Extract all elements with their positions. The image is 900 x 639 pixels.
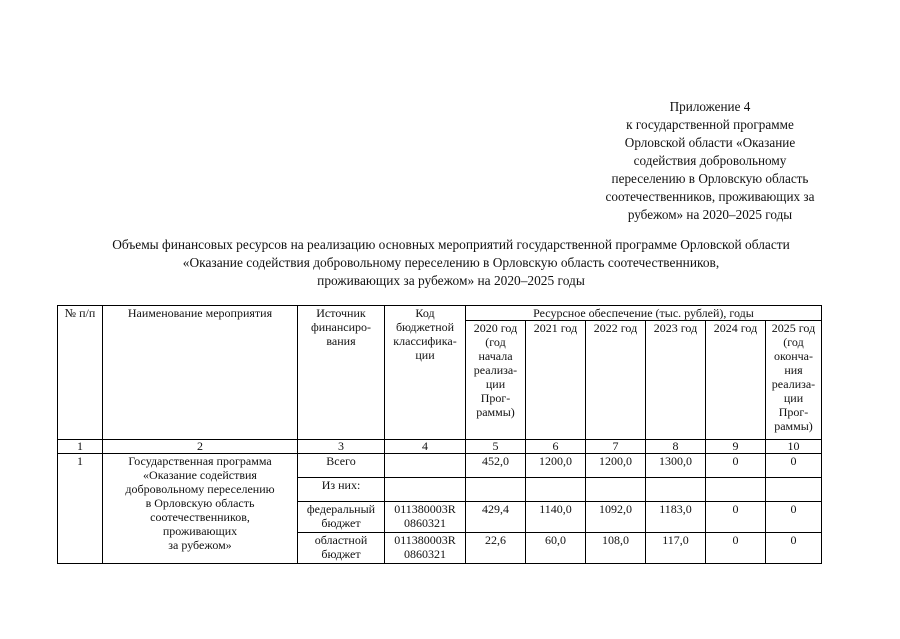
value-cell: 60,0 <box>526 533 586 564</box>
document-title <box>40 236 862 290</box>
code-cell <box>385 454 466 478</box>
header-code-line: классифика- <box>393 334 457 348</box>
header-num: № п/п <box>58 306 103 440</box>
code-line: 0860321 <box>404 547 446 561</box>
column-number: 5 <box>466 440 526 454</box>
appendix-line: переселению в Орловскую область <box>611 171 809 186</box>
code-cell <box>385 533 466 564</box>
column-number: 4 <box>385 440 466 454</box>
source-line: федеральный <box>306 502 376 516</box>
header-2025-line: (год <box>783 335 804 349</box>
value-cell <box>586 478 646 502</box>
code-line: 0860321 <box>404 516 446 530</box>
value-cell: 1092,0 <box>586 502 646 533</box>
column-number: 2 <box>103 440 298 454</box>
title-line: Объемы финансовых ресурсов на реализацию основных мероприятий государственной программе Орловской области <box>112 237 790 252</box>
column-number: 3 <box>298 440 385 454</box>
value-cell: 452,0 <box>466 454 526 478</box>
value-cell: 1140,0 <box>526 502 586 533</box>
row-name-line: добровольному переселению <box>125 482 275 496</box>
source-cell <box>298 502 385 533</box>
column-number: 7 <box>586 440 646 454</box>
header-source <box>298 306 385 440</box>
row-number: 1 <box>58 454 103 564</box>
header-2020-line: раммы) <box>476 405 515 419</box>
row-name-line: в Орловскую область <box>145 496 255 510</box>
value-cell: 117,0 <box>646 533 706 564</box>
header-2025-line: ции <box>783 391 804 405</box>
header-2020-line: реализа- <box>473 363 518 377</box>
header-2025-line: раммы) <box>774 419 813 433</box>
header-source-line: финансиро- <box>310 320 372 334</box>
row-name-line: проживающих <box>162 524 238 538</box>
value-cell: 0 <box>766 533 822 564</box>
row-name <box>103 454 298 564</box>
value-cell: 0 <box>706 533 766 564</box>
value-cell <box>646 478 706 502</box>
code-line: 011380003R <box>394 502 456 516</box>
header-2020-line: Прог- <box>480 391 511 405</box>
appendix-line: рубежом» на 2020–2025 годы <box>627 207 793 222</box>
appendix-line: содействия добровольному <box>633 153 787 168</box>
value-cell: 0 <box>706 502 766 533</box>
value-cell: 0 <box>706 454 766 478</box>
value-cell <box>766 478 822 502</box>
value-cell: 1183,0 <box>646 502 706 533</box>
header-2020-line: ции <box>485 377 506 391</box>
column-number: 8 <box>646 440 706 454</box>
header-code-line: Код <box>415 306 435 320</box>
row-name-line: за рубежом» <box>168 538 232 552</box>
source-line: бюджет <box>321 516 361 530</box>
header-year-2024: 2024 год <box>706 321 766 440</box>
header-2020-line: (год <box>485 335 506 349</box>
column-number: 6 <box>526 440 586 454</box>
row-name-line: Государственная программа <box>128 454 272 468</box>
appendix-line: к государственной программе <box>626 117 794 132</box>
row-name-line: соотечественников, <box>150 510 250 524</box>
value-cell: 429,4 <box>466 502 526 533</box>
header-2025-line: оконча- <box>774 349 813 363</box>
source-cell: Всего <box>298 454 385 478</box>
header-2025-line: 2025 год <box>771 321 816 335</box>
appendix-line: Орловской области «Оказание <box>624 135 796 150</box>
header-code <box>385 306 466 440</box>
header-2020-line: начала <box>478 349 513 363</box>
column-number: 9 <box>706 440 766 454</box>
value-cell: 1200,0 <box>586 454 646 478</box>
value-cell: 22,6 <box>466 533 526 564</box>
column-number: 10 <box>766 440 822 454</box>
header-name: Наименование мероприятия <box>103 306 298 440</box>
value-cell: 0 <box>766 454 822 478</box>
value-cell: 1200,0 <box>526 454 586 478</box>
header-code-line: бюджетной <box>395 320 455 334</box>
header-code-line: ции <box>415 348 435 362</box>
header-year-2023: 2023 год <box>646 321 706 440</box>
header-year-2020 <box>466 321 526 440</box>
header-2025-line: Прог- <box>778 405 809 419</box>
title-line: «Оказание содействия добровольному переселению в Орловскую область соотечественников, <box>182 255 720 270</box>
header-2025-line: реализа- <box>771 377 816 391</box>
header-source-line: Источник <box>316 306 366 320</box>
code-cell <box>385 478 466 502</box>
source-cell <box>298 533 385 564</box>
value-cell <box>706 478 766 502</box>
row-name-line: «Оказание содействия <box>143 468 257 482</box>
source-line: областной <box>314 533 368 547</box>
header-year-2021: 2021 год <box>526 321 586 440</box>
value-cell: 108,0 <box>586 533 646 564</box>
header-resources: Ресурсное обеспечение (тыс. рублей), годы <box>466 306 822 321</box>
header-year-2022: 2022 год <box>586 321 646 440</box>
header-year-2025 <box>766 321 822 440</box>
value-cell <box>466 478 526 502</box>
column-number: 1 <box>58 440 103 454</box>
code-line: 011380003R <box>394 533 456 547</box>
appendix-line: соотечественников, проживающих за <box>605 189 815 204</box>
value-cell: 1300,0 <box>646 454 706 478</box>
value-cell <box>526 478 586 502</box>
header-source-line: вания <box>326 334 356 348</box>
header-2020-line: 2020 год <box>473 321 518 335</box>
code-cell <box>385 502 466 533</box>
source-cell: Из них: <box>298 478 385 502</box>
value-cell: 0 <box>766 502 822 533</box>
header-2025-line: ния <box>784 363 803 377</box>
table-row <box>58 454 822 478</box>
source-line: бюджет <box>321 547 361 561</box>
resources-table <box>57 305 822 564</box>
appendix-line: Приложение 4 <box>669 99 751 114</box>
title-line: проживающих за рубежом» на 2020–2025 годы <box>317 273 585 288</box>
appendix-header <box>590 98 830 224</box>
